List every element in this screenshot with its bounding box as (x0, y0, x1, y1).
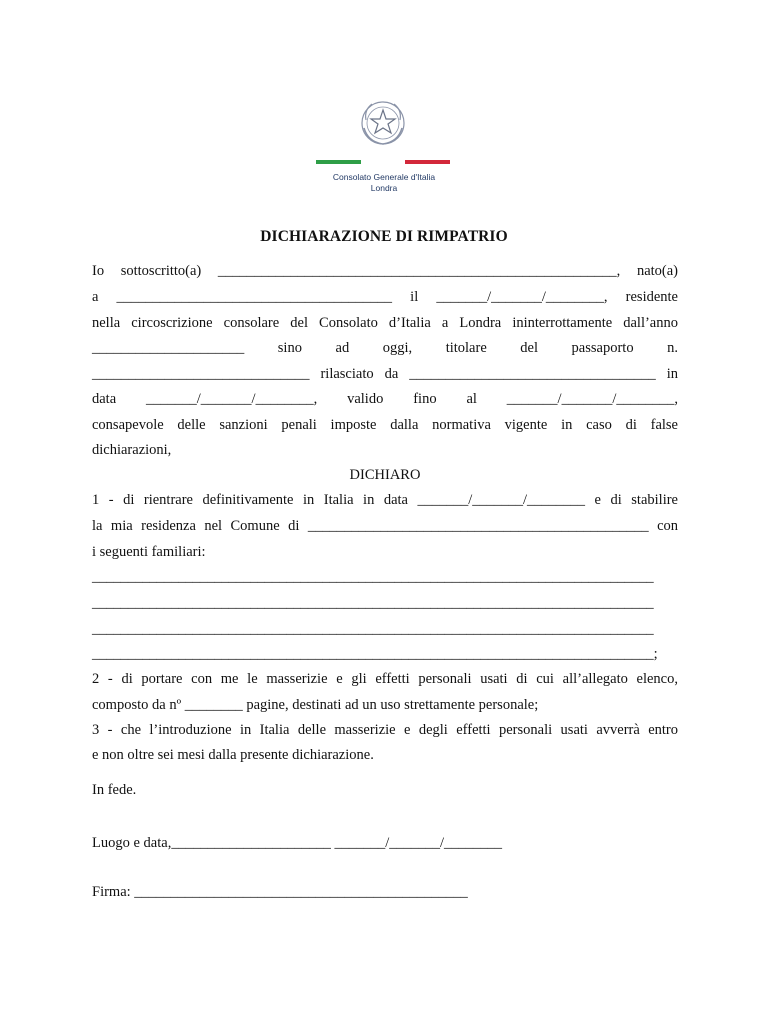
issued-by-line: ______________________________ rilasciato da __________________________________ in (92, 366, 678, 382)
passport-line: _____________________ sino ad oggi, titolare del passaporto n. (92, 340, 678, 356)
family-blank-3: ______________________________________________________________________________ (92, 621, 654, 637)
signature-field: Firma: ______________________________________________ (92, 884, 468, 900)
declarant-name-line: Io sottoscritto(a) _______________________________________________________, nato(a) (92, 263, 678, 279)
birth-line: a ______________________________________ il _______/_______/________, residente (92, 289, 678, 305)
document-title: DICHIARAZIONE DI RIMPATRIO (260, 228, 508, 245)
flag-white-band (361, 160, 406, 164)
dichiaro-heading: DICHIARO (349, 467, 421, 483)
point-1-line-2: la mia residenza nel Comune di _______________________________________________ con (92, 518, 678, 534)
point-2-line-2: composto da nº ________ pagine, destinati ad un uso strettamente personale; (92, 697, 539, 713)
tricolor-bar (316, 160, 450, 164)
point-3-line-2: e non oltre sei mesi dalla presente dichiarazione. (92, 747, 374, 763)
flag-green-band (316, 160, 361, 164)
place-date-field: Luogo e data,______________________ _______/_______/________ (92, 835, 503, 851)
consulate-line-1: Consolato Generale d'Italia (332, 172, 436, 182)
awareness-line: consapevole delle sanzioni penali imposte dalla normativa vigente in caso di false (92, 417, 678, 433)
validity-line: data _______/_______/________, valido fino al _______/_______/________, (92, 391, 678, 407)
in-fede: In fede. (92, 782, 137, 798)
point-3-line-1: 3 - che l’introduzione in Italia delle masserizie e degli effetti personali usati avverrà entro (92, 722, 678, 738)
consulate-name (284, 172, 484, 194)
residence-line: nella circoscrizione consolare del Consolato d’Italia a Londra ininterrottamente dall’anno (92, 315, 678, 331)
point-1-line-1: 1 - di rientrare definitivamente in Italia in data _______/_______/________ e di stabilire (92, 492, 678, 508)
family-blank-1: ______________________________________________________________________________ (92, 569, 654, 585)
consulate-line-2: Londra (370, 183, 398, 193)
declarations-line: dichiarazioni, (92, 442, 172, 458)
flag-red-band (405, 160, 450, 164)
family-blank-4: ______________________________________________________________________________; (92, 646, 658, 662)
family-blank-2: ______________________________________________________________________________ (92, 595, 654, 611)
point-2-line-1: 2 - di portare con me le masserizie e gli effetti personali usati di cui all’allegato elenco, (92, 671, 678, 687)
point-1-line-3: i seguenti familiari: (92, 544, 206, 560)
italian-republic-emblem-icon (358, 98, 408, 148)
